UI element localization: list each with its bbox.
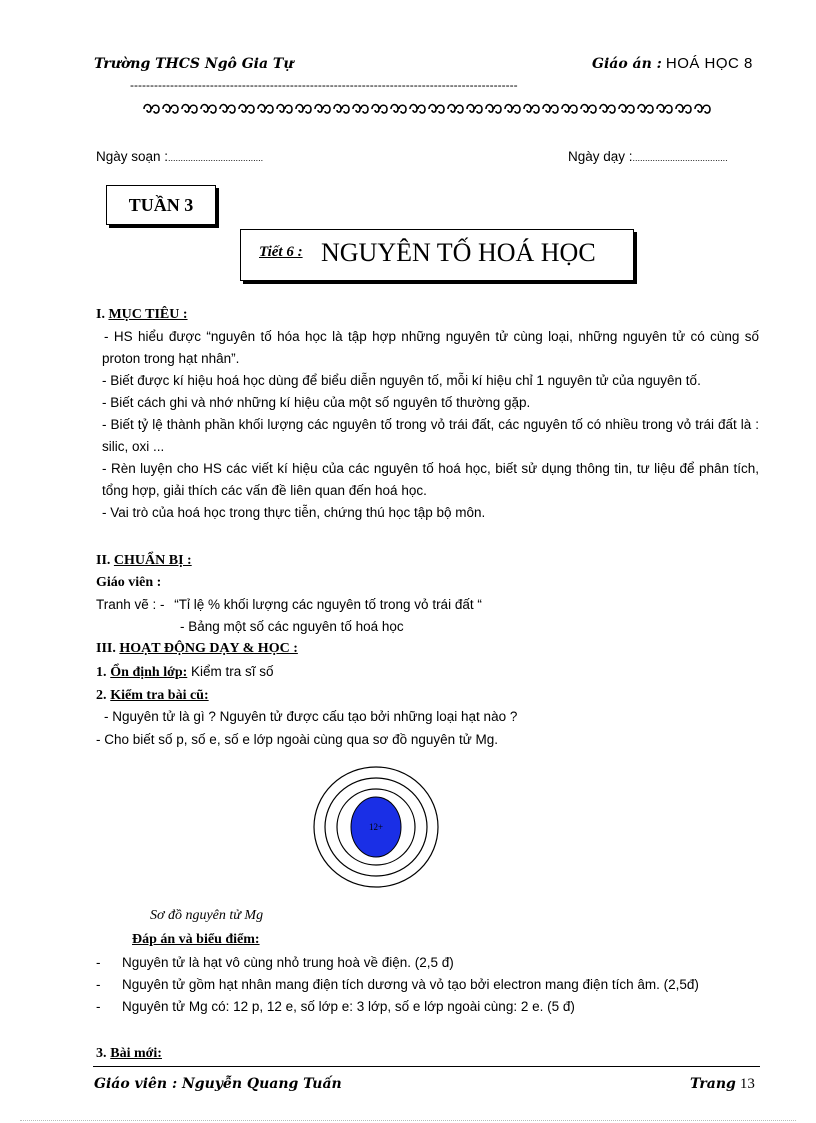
section-3-title: HOẠT ĐỘNG DẠY & HỌC : [119, 641, 298, 656]
step-3-number: 3. [96, 1046, 107, 1061]
section-1-heading [96, 304, 188, 326]
prep-date-dots: ...................................... [168, 153, 264, 163]
lesson-label: Tiết 6 : [259, 244, 303, 260]
objective-item: - Vai trò của hoá học trong thực tiễn, chứng thú học tập bộ môn. [102, 505, 486, 520]
section-2-heading [96, 550, 192, 572]
objective-item: - Biết cách ghi và nhớ những kí hiệu của một số nguyên tố thường gặp. [102, 395, 531, 410]
picture-line [96, 594, 482, 616]
step-1-label: Ổn định lớp: [110, 665, 188, 680]
mg-atom-diagram [310, 764, 446, 890]
answer-item [96, 974, 759, 996]
answer-dash: - [96, 999, 101, 1014]
objective-item: - Biết được kí hiệu hoá học dùng để biểu diễn nguyên tố, mỗi kí hiệu chỉ 1 nguyên tử của nguyên tố. [102, 373, 701, 388]
step-1-text: Kiểm tra sĩ số [187, 664, 274, 679]
answer-item [96, 996, 759, 1018]
ornament-border [142, 100, 712, 118]
answer-text: Nguyên tử Mg có: 12 p, 12 e, số lớp e: 3 lớp, số e lớp ngoài cùng: 2 e. (5 đ) [122, 999, 575, 1014]
week-label: TUẦN 3 [128, 195, 194, 215]
answer-text: Nguyên tử là hạt vô cùng nhỏ trung hoà về điện. (2,5 đ) [122, 955, 454, 970]
step-2-label: Kiểm tra bài cũ: [110, 688, 209, 703]
answer-text: Nguyên tử gồm hạt nhân mang điện tích dương và vỏ tạo bởi electron mang điện tích âm. (2,5đ) [122, 977, 699, 992]
answer-dash: - [96, 955, 101, 970]
footer-page [690, 1075, 755, 1093]
step-2-number: 2. [96, 688, 107, 703]
answer-list [96, 952, 759, 1018]
header-dash-line: ------------------------------------------------------------------------------------------------- [130, 78, 518, 92]
footer-rule [93, 1066, 760, 1067]
picture-text: “Tỉ lệ % khối lượng các nguyên tố trong vỏ trái đất “ [174, 597, 482, 612]
lesson-title: NGUYÊN TỐ HOÁ HỌC [321, 238, 596, 267]
step-3-label: Bài mới: [110, 1046, 162, 1061]
header-ornament [142, 100, 712, 118]
nucleus-label: 12+ [368, 822, 384, 832]
teach-date-label: Ngày dạy : [568, 149, 633, 164]
answer-dash: - [96, 977, 101, 992]
answer-heading: Đáp án và biểu điểm: [132, 932, 260, 947]
picture-label: Tranh vẽ : - [96, 597, 165, 612]
table-line: - Bảng một số các nguyên tố hoá học [180, 619, 404, 634]
page-bottom-edge [20, 1120, 796, 1121]
answer-item [96, 952, 759, 974]
objective-item: - Biết tỷ lệ thành phần khối lượng các nguyên tố trong vỏ trái đất, các nguyên tố có nhiều trong vỏ trái đất là : silic, oxi ... [102, 417, 759, 454]
section-2-number: II. [96, 553, 111, 568]
section-3-number: III. [96, 641, 116, 656]
objectives-list [102, 326, 759, 524]
school-name: Trường THCS Ngô Gia Tự [94, 56, 294, 72]
lesson-title-box [240, 229, 634, 281]
prep-date-label: Ngày soạn : [96, 149, 169, 164]
step-1 [96, 661, 274, 684]
footer-teacher: Giáo viên : Nguyễn Quang Tuấn [94, 1076, 342, 1092]
question-2: - Cho biết số p, số e, số e lớp ngoài cùng qua sơ đồ nguyên tử Mg. [96, 732, 498, 747]
objective-item: - Rèn luyện cho HS các viết kí hiệu của các nguyên tố hoá học, biết sử dụng thông tin, tư liệu để phân tích, tổng hợp, giải thích các vấn đề liên quan đến hoá học. [102, 461, 759, 498]
section-1-number: I. [96, 307, 105, 322]
subject-header [592, 55, 753, 73]
plan-label: Giáo án : [592, 56, 662, 72]
section-3-heading [96, 638, 298, 660]
teacher-prep-label: Giáo viên : [96, 575, 162, 590]
page-label: Trang [690, 1076, 736, 1092]
teach-date [568, 146, 728, 169]
diagram-caption: Sơ đồ nguyên tử Mg [150, 908, 264, 923]
objective-item: - HS hiểu được “nguyên tố hóa học là tập hợp những nguyên tử cùng loại, những nguyên tử có cùng số proton trong hạt nhân”. [102, 329, 759, 366]
step-1-number: 1. [96, 665, 107, 680]
question-1: - Nguyên tử là gì ? Nguyên tử được cấu tạo bởi những loại hạt nào ? [104, 709, 518, 724]
subject-name: HOÁ HỌC 8 [665, 55, 753, 72]
section-2-title: CHUẨN BỊ : [113, 553, 192, 568]
section-1-title: MỤC TIÊU : [108, 307, 188, 322]
step-3 [96, 1042, 162, 1065]
week-box [106, 185, 216, 225]
step-2 [96, 684, 209, 707]
teach-date-dots: ...................................... [632, 153, 728, 163]
page-number: 13 [739, 1076, 755, 1092]
prep-date [96, 146, 263, 169]
